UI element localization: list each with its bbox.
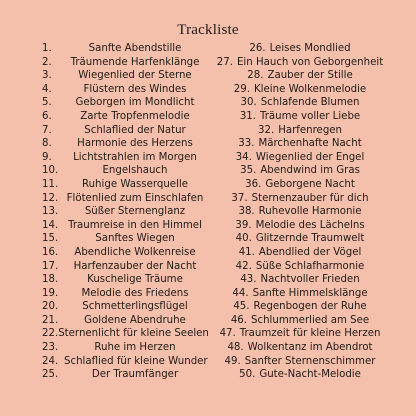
track-title: Traumzeit für kleine Herzen bbox=[239, 328, 381, 340]
track-item-20 bbox=[42, 300, 206, 314]
track-title: Der Traumfänger bbox=[91, 369, 179, 381]
track-title: Ruhige Wasserquelle bbox=[81, 178, 188, 190]
track-number: 22. bbox=[42, 328, 59, 340]
track-number: 45. bbox=[233, 301, 250, 313]
track-item-12 bbox=[42, 192, 206, 206]
track-title: Goldene Abendruhe bbox=[84, 314, 186, 326]
track-item-15 bbox=[42, 232, 206, 246]
track-number: 14. bbox=[42, 219, 59, 231]
track-number: 48. bbox=[227, 342, 244, 354]
track-title: Schmetterlingsflügel bbox=[82, 301, 188, 313]
track-number: 11. bbox=[42, 178, 59, 190]
track-item-33 bbox=[212, 137, 388, 151]
track-number: 7. bbox=[42, 124, 52, 136]
track-item-28 bbox=[212, 69, 388, 83]
track-item-2 bbox=[42, 56, 206, 70]
track-title: Glitzernde Traumwelt bbox=[255, 233, 365, 245]
track-item-10 bbox=[42, 164, 206, 178]
track-title: Flüstern des Windes bbox=[83, 83, 187, 95]
page-title: Trackliste bbox=[177, 22, 239, 38]
track-title: Leises Mondlied bbox=[269, 43, 351, 54]
track-number: 27. bbox=[216, 56, 233, 68]
track-number: 42. bbox=[235, 260, 252, 272]
track-item-11 bbox=[42, 178, 206, 192]
track-number: 3. bbox=[42, 70, 52, 82]
track-item-6 bbox=[42, 110, 206, 124]
track-title: Gute-Nacht-Melodie bbox=[259, 369, 361, 381]
track-title: Harfenregen bbox=[278, 124, 343, 136]
track-title: Schlaflied für kleine Wunder bbox=[64, 355, 208, 367]
track-number: 19. bbox=[42, 287, 59, 299]
track-item-1 bbox=[42, 42, 206, 56]
track-title: Träume voller Liebe bbox=[260, 110, 361, 122]
track-item-47 bbox=[212, 327, 388, 341]
track-title: Geborgen im Mondlicht bbox=[75, 97, 195, 109]
track-title: Ruhe im Herzen bbox=[94, 342, 176, 354]
track-number: 49. bbox=[224, 355, 241, 367]
track-item-40 bbox=[212, 232, 388, 246]
track-number: 1. bbox=[42, 43, 52, 54]
track-number: 2. bbox=[42, 56, 52, 68]
track-number: 33. bbox=[238, 138, 255, 150]
track-item-35 bbox=[212, 164, 388, 178]
track-number: 25. bbox=[42, 369, 59, 381]
track-title: Sanftes Wiegen bbox=[95, 233, 175, 245]
track-title: Schlummerlied am See bbox=[251, 314, 370, 326]
track-title: Traumreise in den Himmel bbox=[68, 219, 202, 231]
track-item-45 bbox=[212, 300, 388, 314]
track-item-41 bbox=[212, 246, 388, 260]
track-list-left bbox=[42, 42, 209, 382]
track-number: 28. bbox=[247, 70, 264, 82]
track-number: 24. bbox=[42, 355, 59, 367]
track-title: Abendwind im Gras bbox=[260, 165, 360, 177]
track-item-14 bbox=[42, 219, 206, 233]
track-number: 4. bbox=[42, 83, 52, 95]
track-item-25 bbox=[42, 368, 206, 382]
track-title: Engelshauch bbox=[102, 165, 168, 177]
track-item-5 bbox=[42, 96, 206, 110]
track-item-32 bbox=[212, 124, 388, 138]
track-number: 16. bbox=[42, 246, 59, 258]
track-title: Ein Hauch von Geborgenheit bbox=[237, 56, 384, 68]
track-item-23 bbox=[42, 341, 206, 355]
track-item-26 bbox=[212, 42, 388, 56]
track-number: 5. bbox=[42, 97, 52, 109]
track-item-24 bbox=[42, 355, 206, 369]
track-item-36 bbox=[212, 178, 388, 192]
track-title: Sanfter Sternenschimmer bbox=[244, 355, 376, 367]
track-item-48 bbox=[212, 341, 388, 355]
track-title: Süße Schlafharmonie bbox=[255, 260, 365, 272]
track-number: 37. bbox=[231, 192, 248, 204]
track-number: 34. bbox=[235, 151, 252, 163]
track-title: Schlafende Blumen bbox=[260, 97, 360, 109]
track-title: Sanfte Abendstille bbox=[88, 43, 182, 54]
track-title: Geborgene Nacht bbox=[265, 178, 355, 190]
track-item-27 bbox=[212, 56, 388, 70]
track-title: Abendlied der Vögel bbox=[258, 246, 362, 258]
track-item-16 bbox=[42, 246, 206, 260]
track-number: 31. bbox=[239, 110, 257, 122]
track-item-8 bbox=[42, 137, 206, 151]
track-item-39 bbox=[212, 219, 388, 233]
track-item-44 bbox=[212, 287, 388, 301]
track-list-right bbox=[212, 42, 388, 382]
track-item-7 bbox=[42, 124, 206, 138]
track-number: 43. bbox=[240, 274, 257, 286]
track-title: Kleine Wolkenmelodie bbox=[254, 83, 367, 95]
track-number: 46. bbox=[230, 314, 248, 326]
track-title: Sanfte Himmelsklänge bbox=[252, 287, 368, 299]
track-item-17 bbox=[42, 260, 206, 274]
track-title: Zauber der Stille bbox=[267, 70, 353, 82]
track-title: Nachtvoller Frieden bbox=[260, 274, 360, 286]
track-item-18 bbox=[42, 273, 206, 287]
track-title: Träumende Harfenklänge bbox=[70, 56, 200, 68]
track-item-30 bbox=[212, 96, 388, 110]
track-number: 13. bbox=[42, 206, 59, 218]
track-number: 50. bbox=[239, 369, 256, 381]
track-title: Harfenzauber der Nacht bbox=[73, 260, 197, 272]
track-number: 8. bbox=[42, 138, 52, 150]
track-number: 32. bbox=[257, 124, 275, 136]
track-title: Wiegenlied der Engel bbox=[255, 151, 365, 163]
track-number: 10. bbox=[42, 165, 59, 177]
track-number: 35. bbox=[240, 165, 257, 177]
track-number: 23. bbox=[42, 342, 59, 354]
track-title: Märchenhafte Nacht bbox=[258, 138, 362, 150]
track-title: Regenbogen der Ruhe bbox=[253, 301, 367, 313]
track-title: Melodie des Friedens bbox=[81, 287, 189, 299]
track-item-4 bbox=[42, 83, 206, 97]
track-item-38 bbox=[212, 205, 388, 219]
track-number: 39. bbox=[235, 219, 252, 231]
track-title: Abendliche Wolkenreise bbox=[74, 246, 196, 258]
track-number: 29. bbox=[233, 83, 250, 95]
track-item-19 bbox=[42, 287, 206, 301]
track-number: 6. bbox=[42, 110, 52, 122]
track-item-13 bbox=[42, 205, 206, 219]
track-number: 12. bbox=[42, 192, 59, 204]
track-title: Melodie des Lächelns bbox=[255, 219, 365, 231]
track-number: 40. bbox=[235, 233, 252, 245]
track-title: Sternenzauber für dich bbox=[251, 192, 369, 204]
track-title: Zarte Tropfenmelodie bbox=[80, 110, 190, 122]
track-number: 20. bbox=[42, 301, 59, 313]
track-item-37 bbox=[212, 192, 388, 206]
track-item-43 bbox=[212, 273, 388, 287]
track-title: Sternenlicht für kleine Seelen bbox=[58, 328, 209, 340]
track-number: 18. bbox=[42, 274, 59, 286]
track-number: 17. bbox=[42, 260, 59, 272]
track-title: Ruhevolle Harmonie bbox=[258, 206, 362, 218]
track-number: 21. bbox=[42, 314, 59, 326]
track-item-9 bbox=[42, 151, 206, 165]
track-number: 30. bbox=[240, 97, 257, 109]
track-item-21 bbox=[42, 314, 206, 328]
track-title: Flötenlied zum Einschlafen bbox=[66, 192, 204, 204]
track-title: Wiegenlied der Sterne bbox=[78, 70, 192, 82]
track-item-3 bbox=[42, 69, 206, 83]
track-title: Lichtstrahlen im Morgen bbox=[73, 151, 197, 163]
track-item-46 bbox=[212, 314, 388, 328]
track-number: 41. bbox=[238, 246, 255, 258]
track-title: Kuschelige Träume bbox=[87, 274, 183, 286]
track-item-22 bbox=[42, 327, 209, 341]
track-number: 9. bbox=[42, 151, 52, 163]
track-item-31 bbox=[212, 110, 388, 124]
track-number: 44. bbox=[232, 287, 249, 299]
track-item-29 bbox=[212, 83, 388, 97]
track-number: 15. bbox=[42, 233, 59, 245]
track-title: Süßer Sternenglanz bbox=[84, 206, 186, 218]
track-title: Harmonie des Herzens bbox=[77, 138, 193, 150]
track-number: 38. bbox=[238, 206, 255, 218]
track-item-50 bbox=[212, 368, 388, 382]
track-number: 36. bbox=[245, 178, 262, 190]
track-item-42 bbox=[212, 260, 388, 274]
track-number: 26. bbox=[249, 43, 266, 54]
track-item-49 bbox=[212, 355, 388, 369]
track-title: Wolkentanz im Abendrot bbox=[247, 342, 373, 354]
track-number: 47. bbox=[219, 328, 236, 340]
track-title: Schlaflied der Natur bbox=[84, 124, 186, 136]
track-item-34 bbox=[212, 151, 388, 165]
